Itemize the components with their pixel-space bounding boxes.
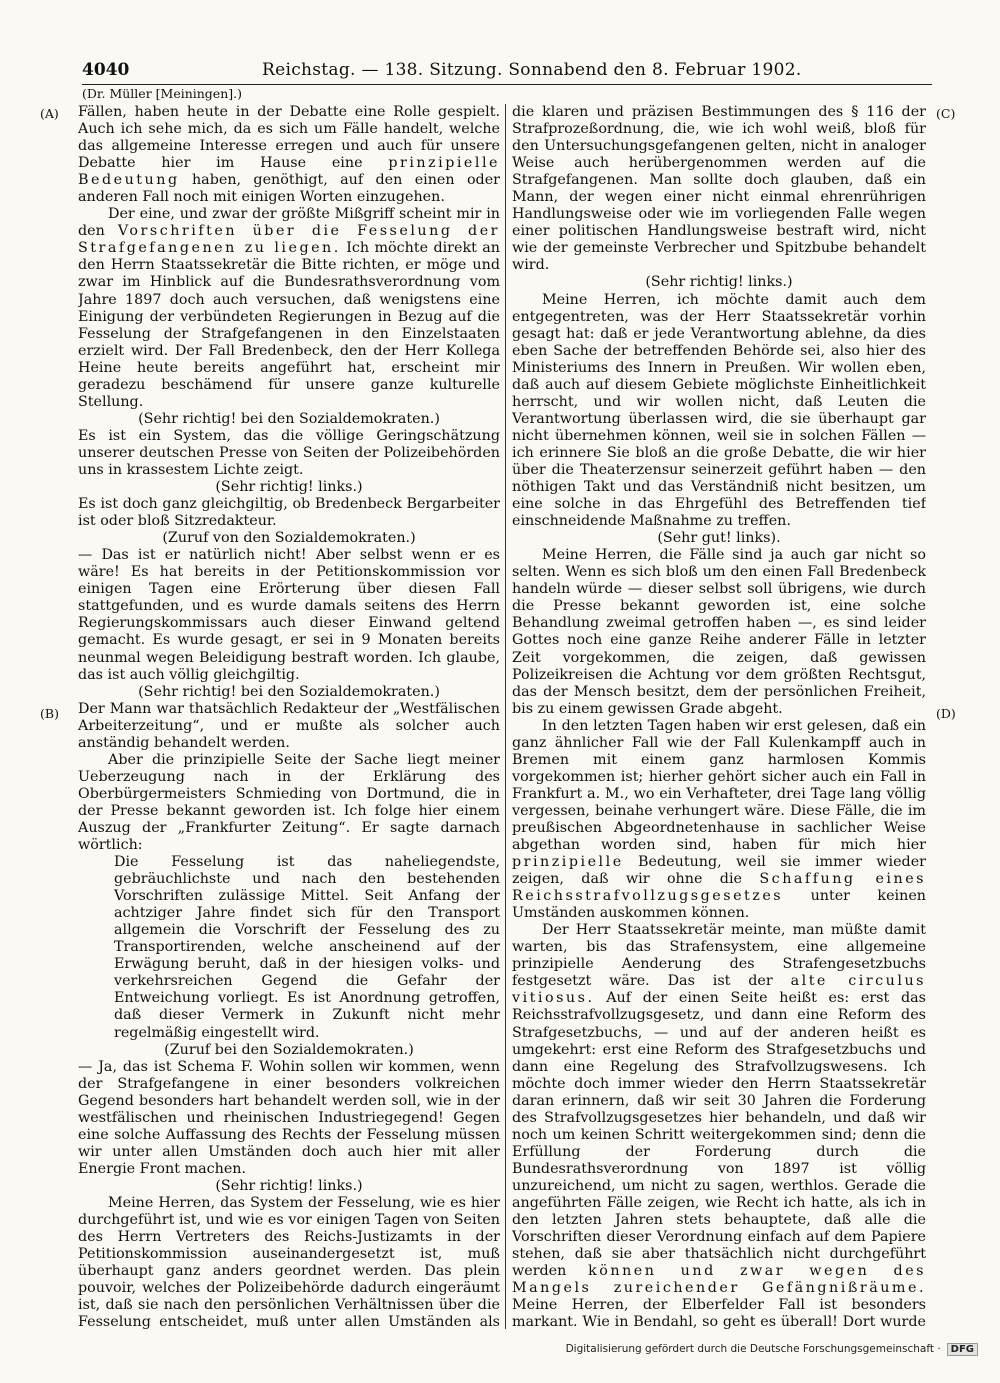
- margin-marker-a: (A): [40, 106, 59, 121]
- margin-marker-d: (D): [936, 706, 956, 721]
- paragraph: Der Herr Staatssekretär meinte, man müßte damit warten, bis das Strafensystem, eine allgemeine prinzipielle Aenderung des Strafengesetzbuchs festgesetzt wäre. Das ist der alte circulus vitiosus. Auf der einen Seite heißt es: erst das Reichsstrafvollzugsgesetz, und dann eine Reform des Strafgesetzbuchs, — und auf der anderen heißt es umgekehrt: erst eine Reform des Strafgesetzbuchs und dann eine Regelung des Strafvollzugswesens. Ich möchte doch immer wieder den Herrn Staatssekretär daran erinnern, daß wir seit 30 Jahren die Forderung des Strafvollzugsgesetzes hier behandeln, und daß wir noch um keinen Schritt weitergekommen sind; denn die Erfüllung der Forderung durch die Bundesrathsverordnung von 1897 ist völlig unzureichend, um nicht zu sagen, werthlos. Gerade die angeführten Fälle zeigen, wie Recht ich hatte, als ich in den letzten Jahren stets behauptete, daß alle die Vorschriften dieser Verordnung einfach auf dem Papiere stehen, daß sie aber thatsächlich nicht durchgeführt werden können und zwar wegen des Mangels zureichender Gefängnißräume. Meine Herren, der Elberfelder Fall ist besonders markant. Wie in Bendahl, so geht es überall! Dort wurde: [512, 922, 926, 1329]
- footer-credit: [566, 1343, 978, 1356]
- left-column: [78, 104, 500, 1329]
- paragraph: Der eine, und zwar der größte Mißgriff scheint mir in den Vorschriften über die Fesselung der Strafgefangenen zu liegen. Ich möchte direkt an den Herrn Staatssekretär die Bitte richten, er möge und zwar im Hinblick auf die Bundesrathsverordnung vom Jahre 1897 doch auch versuchen, daß wenigstens eine Einigung der verbündeten Regierungen in Bezug auf die Fesselung der Strafgefangenen in den Einzelstaaten erzielt wird. Der Fall Bredenbeck, den der Herr Kollega Heine heute bereits angeführt hat, erscheint mir geradezu beschämend für unsere ganze kulturelle Stellung.: [78, 206, 500, 410]
- paragraph: Meine Herren, die Fälle sind ja auch gar nicht so selten. Wenn es sich bloß um den einen Fall Bredenbeck handeln würde — dieser selbst soll übrigens, wie durch die Presse bekannt geworden ist, eine solche Behandlung zweimal getroffen haben —, es sind leider Gottes noch eine ganze Reihe anderer Fälle in letzter Zeit vorgekommen, die zeigen, daß gewissen Polizeikreisen die Achtung vor dem größten Rechtsgut, das der Mensch besitzt, dem der persönlichen Freiheit, bis zu einem gewissen Grade abgeht.: [512, 547, 926, 717]
- interjection: (Zuruf von den Sozialdemokraten.): [162, 530, 416, 547]
- paragraph: — Ja, das ist Schema F. Wohin sollen wir kommen, wenn der Strafgefangene in einer besonders volkreichen Gegend besonders hart behandelt werden soll, wie in der westfälischen und rheinischen Industriegegend! Gegen eine solche Auffassung des Rechts der Fesselung müssen wir unter allen Umständen doch auch hier mit aller Energie Front machen.: [78, 1058, 500, 1177]
- paragraph: Aber die prinzipielle Seite der Sache liegt meiner Ueberzeugung nach in der Erklärung des Oberbürgermeisters Schmieding von Dortmund, die in der Presse bekannt geworden ist. Ich folge hier einem Auszug der „Frankfurter Zeitung“. Er sagte darnach wörtlich:: [78, 751, 500, 854]
- interjection: (Sehr richtig! links.): [645, 274, 793, 291]
- interjection: (Sehr richtig! bei den Sozialdemokraten.): [138, 410, 440, 427]
- right-column: [512, 104, 926, 1329]
- speaker-name: (Dr. Müller [Meiningen].): [82, 86, 242, 101]
- paragraph: Der Mann war thatsächlich Redakteur der „Westfälischen Arbeiterzeitung“, und er mußte als solcher auch anständig behandelt werden.: [78, 700, 500, 751]
- paragraph: Meine Herren, ich möchte damit auch dem entgegentreten, was der Herr Staatssekretär vorhin gesagt hat: daß er jede Verantwortung ablehne, da dies eben Sache der betreffenden Behörde sei, also hier des Ministeriums des Innern in Preußen. Wir wollen eben, daß auch auf diesem Gebiete möglichste Einheitlichkeit herrscht, und wir wollen nicht, daß Leuten die Verantwortung überlassen wird, die sie überhaupt gar nicht übernehmen können, weil sie in solchen Fällen — ich erinnere Sie bloß an die große Debatte, die wir hier über die Theaterzensur seinerzeit geführt haben — den nöthigen Takt und das Verständniß nicht besitzen, um eine solche in das Ehrgefühl des Betreffenden tief einschneidende Maßnahme zu treffen.: [512, 291, 926, 530]
- column-divider: [505, 104, 506, 1329]
- interjection: (Sehr richtig! bei den Sozialdemokraten.): [138, 683, 440, 700]
- footer-text: Digitalisierung gefördert durch die Deutsche Forschungsgemeinschaft ·: [565, 1343, 941, 1355]
- paragraph: In den letzten Tagen haben wir erst gelesen, daß ein ganz ähnlicher Fall wie der Fall Kulenkampff auch in Bremen mit einem ganz harmlosen Kommis vorgekommen ist; hierher gehört sicher auch ein Fall in Frankfurt a. M., wo ein Verhafteter, drei Tage lang völlig vergessen, beinahe verhungert wäre. Diese Fälle, die im preußischen Abgeordnetenhause in sachlicher Weise abgethan worden sind, haben für mich hier prinzipielle Bedeutung, weil sie immer wieder zeigen, daß wir ohne die Schaffung eines Reichsstrafvollzugsgesetzes unter keinen Umständen auskommen können.: [512, 717, 926, 922]
- page-header: [82, 58, 932, 82]
- block-quote: Die Fesselung ist das naheliegendste, gebräuchlichste und nach den bestehenden Vorschriften zulässige Mittel. Seit Anfang der achtziger Jahre findet sich für den Transport allgemein die Vorschrift der Fesselung des zu Transportirenden, welche anscheinend auf der Erwägung beruht, daß in der hiesigen volks- und verkehrsreichen Gegend die Gefahr der Entweichung vorliegt. Es ist Anordnung getroffen, daß dieser Vermerk in Zukunft nicht mehr regelmäßig eingestellt wird.: [114, 854, 500, 1041]
- interjection: (Sehr richtig! links.): [215, 1177, 363, 1194]
- paragraph: — Das ist er natürlich nicht! Aber selbst wenn er es wäre! Es hat bereits in der Petitionskommission vor einigen Tagen eine Erörterung über diesen Fall stattgefunden, und es wurde damals seitens des Herrn Regierungskommissars auch dieser Einwand geltend gemacht. Es wurde gesagt, er sei in 9 Monaten bereits neunmal wegen Beleidigung bestraft worden. Ich glaube, das ist auch völlig gleichgiltig.: [78, 547, 500, 683]
- paragraph: Fällen, haben heute in der Debatte eine Rolle gespielt. Auch ich sehe mich, da es sich um Fälle handelt, welche das allgemeine Interesse erregen und auch für unsere Debatte hier im Hause eine prinzipielle Bedeutung haben, genöthigt, auf den einen oder anderen Fall noch mit einigen Worten einzugehen.: [78, 104, 500, 206]
- paragraph: Es ist ein System, das die völlige Geringschätzung unserer deutschen Presse von Seiten der Polizeibehörden uns in krassestem Lichte zeigt.: [78, 427, 500, 478]
- interjection: (Zuruf bei den Sozialdemokraten.): [164, 1041, 414, 1058]
- margin-marker-c: (C): [936, 106, 956, 121]
- margin-marker-b: (B): [40, 706, 59, 721]
- interjection: (Sehr richtig! links.): [215, 479, 363, 496]
- dfg-logo: DFG: [947, 1343, 978, 1356]
- paragraph: Es ist doch ganz gleichgiltig, ob Bredenbeck Bergarbeiter ist oder bloß Sitzredakteur.: [78, 496, 500, 530]
- page-number: 4040: [82, 60, 130, 80]
- paragraph: die klaren und präzisen Bestimmungen des § 116 der Strafprozeßordnung, die, wie ich wohl weiß, bloß für den Untersuchungsgefangenen gelten, nicht in analoger Weise auch herübergenommen werden auf die Strafgefangenen. Man sollte doch glauben, daß ein Mann, der wegen einer nicht einmal ehrenrührigen Handlungsweise oder wie im vorliegenden Falle wegen einer politischen Handlungsweise bestraft wird, nicht wie der gemeinste Verbrecher und Spitzbube behandelt wird.: [512, 104, 926, 274]
- header-rule: [82, 84, 932, 85]
- interjection: (Sehr gut! links).: [657, 530, 781, 547]
- running-head: Reichstag. — 138. Sitzung. Sonnabend den 8. Februar 1902.: [262, 60, 802, 80]
- paragraph: Meine Herren, das System der Fesselung, wie es hier durchgeführt ist, und wie es vor einigen Tagen von Seiten des Herrn Vertreters des Reichs-Justizamts in der Petitionskommission auseinandergesetzt ist, muß überhaupt ganz anders geordnet werden. Das plein pouvoir, welches der Polizeibehörde dadurch eingeräumt ist, daß sie nach den persönlichen Verhältnissen über die Fesselung entscheidet, muß unter allen Umständen als: [78, 1195, 500, 1329]
